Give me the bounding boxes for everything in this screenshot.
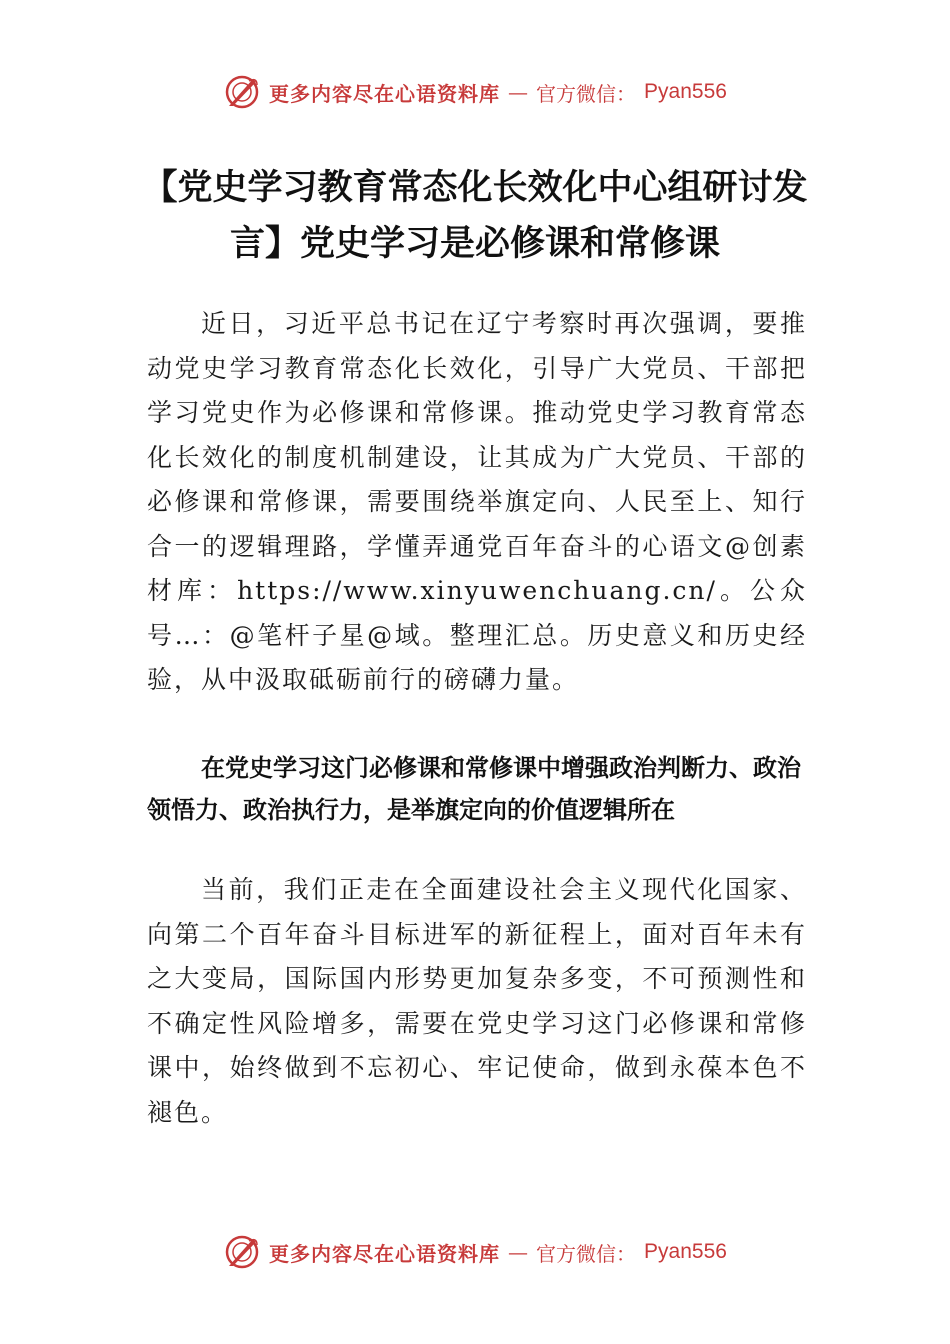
banner-wechat-label: 官方微信： bbox=[536, 1241, 637, 1266]
banner-slogan: 更多内容尽在心语资料库 bbox=[269, 1241, 501, 1266]
body-paragraph-2: 当前，我们正走在全面建设社会主义现代化国家、向第二个百年奋斗目标进军的新征程上，面对百年未有之大变局，国际国内形势更加复杂多变，不可预测性和不确定性风险增多，需要在党史学习这门必修课和常修课中，始终做到不忘初心、牢记使命，做到永葆本色不褪色。 bbox=[147, 875, 807, 1127]
footer-banner bbox=[0, 1230, 950, 1274]
banner-wechat-label: 官方微信： bbox=[536, 81, 637, 106]
body-paragraph-1: 近日，习近平总书记在辽宁考察时再次强调，要推动党史学习教育常态化长效化，引导广大党员、干部把学习党史作为必修课和常修课。推动党史学习教育常态化长效化的制度机制建设，让其成为广大党员、干部的必修课和常修课，需要围绕举旗定向、人民至上、知行合一的逻辑理路，学懂弄通党百年奋斗的心语文@创素材库：https://www.xinyuwenchuang.cn/。公众号…：@笔杆子星@域。整理汇总。历史意义和历史经验，从中汲取砥砺前行的磅礴力量。 bbox=[147, 309, 807, 694]
banner-wechat-id: Pyan556 bbox=[644, 80, 727, 103]
section-heading-1: 在党史学习这门必修课和常修课中增强政治判断力、政治领悟力、政治执行力，是举旗定向的价值逻辑所在 bbox=[147, 754, 801, 824]
document-title: 【党史学习教育常态化长效化中心组研讨发言】党史学习是必修课和常修课 bbox=[142, 168, 808, 264]
banner-wechat-id: Pyan556 bbox=[644, 1240, 727, 1263]
quill-pen-logo-icon bbox=[223, 1233, 261, 1271]
header-banner bbox=[0, 70, 950, 114]
banner-separator: — bbox=[508, 1240, 529, 1264]
quill-pen-logo-icon bbox=[223, 73, 261, 111]
banner-separator: — bbox=[508, 80, 529, 104]
banner-slogan: 更多内容尽在心语资料库 bbox=[269, 81, 501, 106]
